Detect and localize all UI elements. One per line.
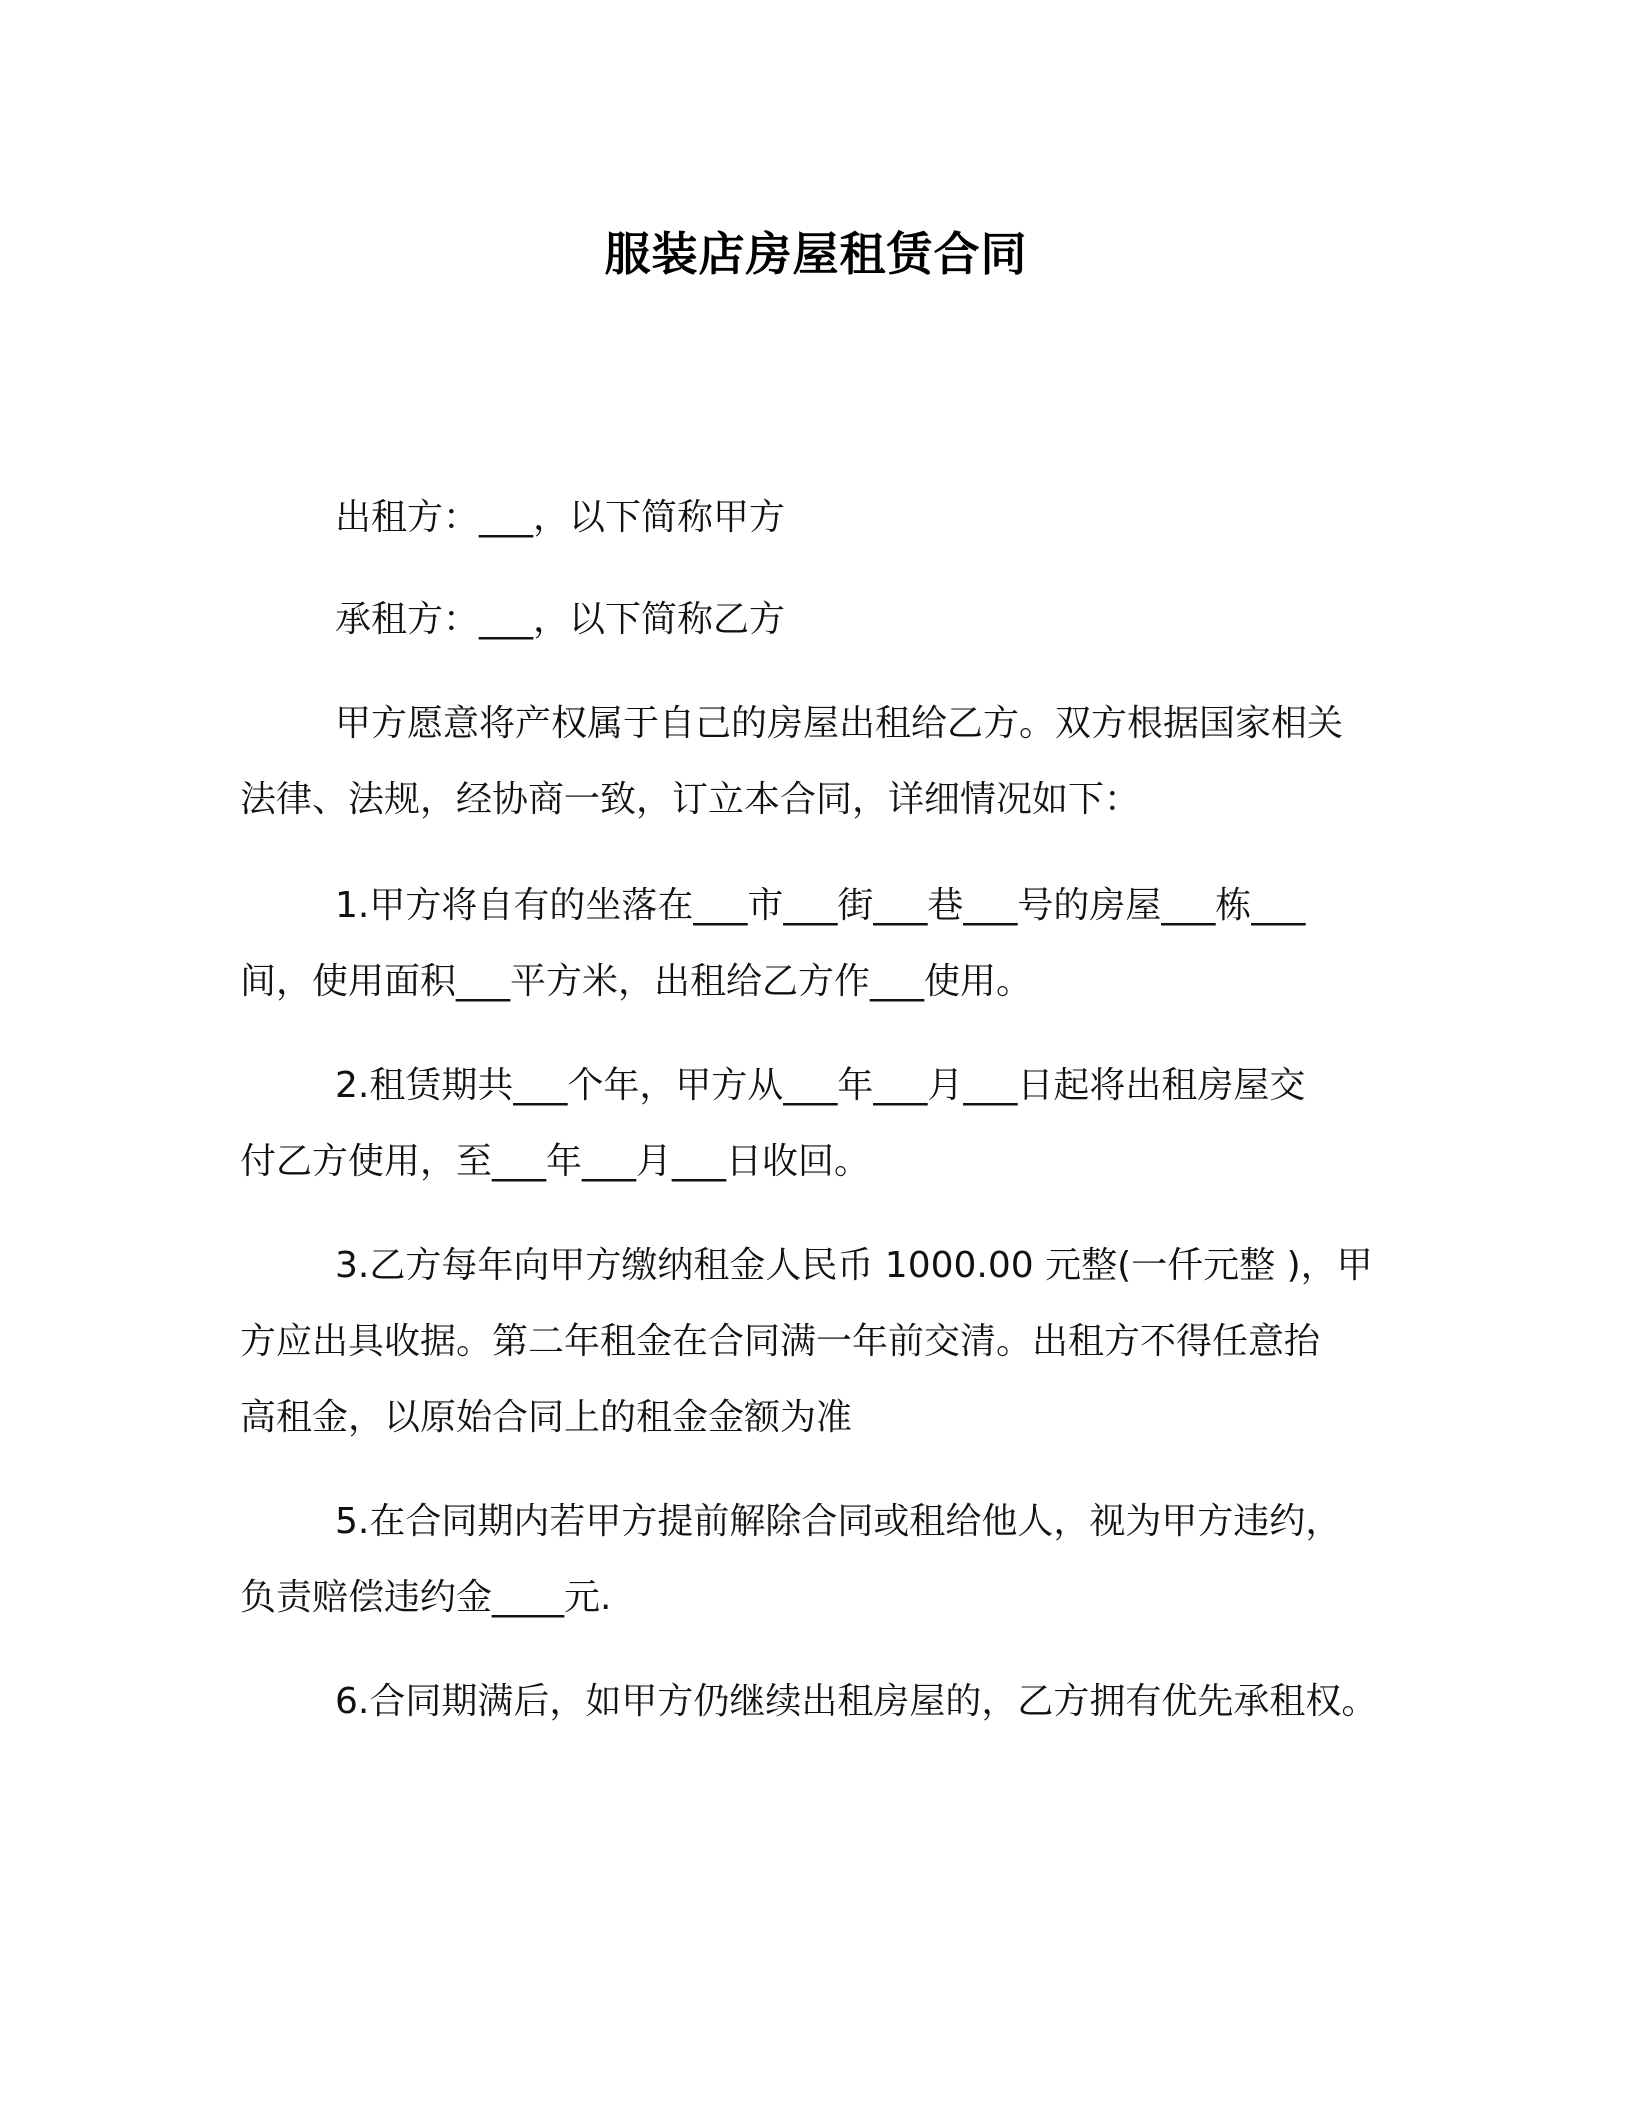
clause-2-line-2: 付乙方使用，至___年___月___日收回。 [240,1141,871,1182]
clause-3-line-2: 方应出具收据。第二年租金在合同满一年前交清。出租方不得任意抬 [240,1321,1321,1362]
clause-5-line-1: 5.在合同期内若甲方提前解除合同或租给他人，视为甲方违约， [335,1501,1342,1542]
lessor-line: 出租方：___，以下简称甲方 [335,497,786,538]
clause-1-line-1: 1.甲方将自有的坐落在___市___街___巷___号的房屋___栋___ [335,885,1306,926]
document-title: 服装店房屋租赁合同 [604,227,1028,281]
lessee-line: 承租方：___，以下简称乙方 [335,599,786,640]
clause-1-line-2: 间，使用面积___平方米，出租给乙方作___使用。 [240,961,1033,1002]
intro-line-1: 甲方愿意将产权属于自己的房屋出租给乙方。双方根据国家相关 [335,703,1344,744]
clause-3-line-1: 3.乙方每年向甲方缴纳租金人民币 1000.00 元整(一仟元整 )，甲 [335,1245,1373,1286]
clause-3-line-3: 高租金，以原始合同上的租金金额为准 [240,1397,853,1438]
clause-6-line-1: 6.合同期满后，如甲方仍继续出租房屋的，乙方拥有优先承租权。 [335,1681,1378,1722]
clause-2-line-1: 2.租赁期共___个年，甲方从___年___月___日起将出租房屋交 [335,1065,1306,1106]
clause-5-line-2: 负责赔偿违约金____元. [240,1577,612,1618]
intro-line-2: 法律、法规，经协商一致，订立本合同，详细情况如下： [240,779,1141,820]
